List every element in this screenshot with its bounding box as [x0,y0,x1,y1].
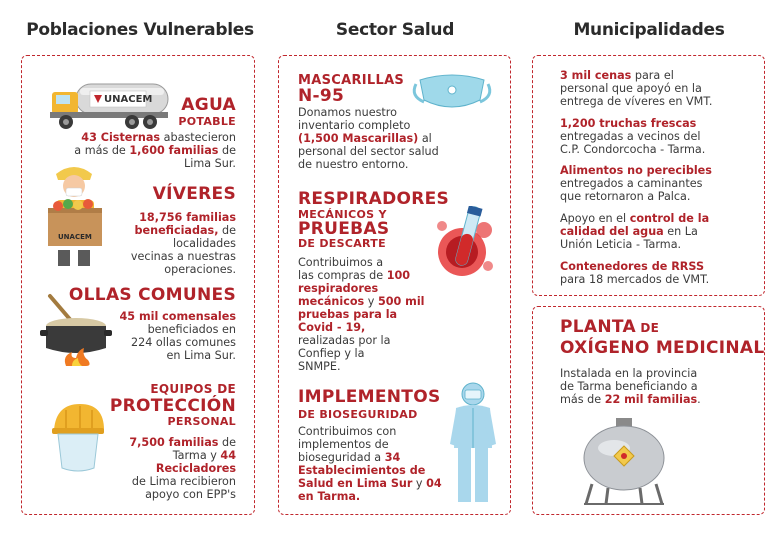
column-title-municipalidades: Municipalidades [573,20,725,40]
implementos-34: 34 [384,451,401,464]
viveres-title: VÍVERES [152,184,236,204]
agua-cisternas: 43 Cisternas [81,131,161,144]
contenedores-highlight: Contenedores de RRSS [560,260,705,273]
respiradores-pruebas: 500 mil [377,295,425,308]
equipos-familias: 7,500 familias [129,436,219,449]
column-title-salud: Sector Salud [335,20,455,40]
apoyo-highlight: control de la [629,212,710,225]
equipos-recicladores: Recicladores [155,462,236,475]
alimentos-text: Alimentos no perecibles entregados a caminantes que retornaron a Palca. [560,164,760,203]
alimentos-highlight: Alimentos no perecibles [560,164,712,177]
column-title-poblaciones: Poblaciones Vulnerables [26,20,254,40]
viveres-familias: 18,756 familias [139,211,236,224]
viveres-text: 18,756 familias beneficiadas, de localidades vecinas a nuestras operaciones. [100,211,236,276]
mascarillas-text: Donamos nuestro inventario completo (1,500 Mascarillas) al personal del sector salud de nuestro entorno. [298,106,439,171]
respiradores-cien: 100 [386,269,411,282]
mascarillas-title-2: N-95 [298,86,345,106]
implementos-title-1: IMPLEMENTOS [298,387,441,407]
respiradores-title-1: RESPIRADORES [298,189,450,209]
box-brand-label: UNACEM [58,233,92,241]
ollas-text: 45 mil comensales beneficiados en 224 ollas comunes en Lima Sur. [110,310,236,362]
equipos-title-2: PROTECCIÓN [109,396,236,416]
respiradores-title-3: PRUEBAS [298,219,390,239]
respiradores-title-2: MECÁNICOS Y [298,208,387,221]
agua-title: AGUA [181,95,236,115]
truchas-text: 1,200 truchas frescas entregadas a vecinos del C.P. Condorcocha - Tarma. [560,117,760,156]
cenas-highlight: 3 mil cenas [560,69,632,82]
contenedores-text: Contenedores de RRSS para 18 mercados de VMT. [560,260,760,286]
respiradores-text: Contribuimos a las compras de 100 respiradores mecánicos y 500 mil pruebas para la Covid - 19, realizadas por la Confiep y la SNMPE. [298,256,425,373]
planta-text: Instalada en la provincia de Tarma beneficiando a más de 22 mil familias. [560,367,701,406]
planta-title-1: PLANTA DE [560,317,660,337]
truck-brand-label: UNACEM [104,94,153,105]
apoyo-text: Apoyo en el control de la calidad del agua en La Unión Leticia - Tarma. [560,212,710,251]
implementos-title-2: DE BIOSEGURIDAD [298,408,418,421]
equipos-title-1: EQUIPOS DE [150,382,236,396]
ollas-comensales: 45 mil comensales [119,310,236,323]
truchas-highlight: 1,200 truchas frescas [560,117,697,130]
mascarillas-count: (1,500 Mascarillas) [298,132,419,145]
equipos-title-3: PERSONAL [167,415,236,428]
agua-familias: 1,600 familias [129,144,219,157]
equipos-text: 7,500 familias de Tarma y 44 Recicladores de Lima recibieron apoyo con EPP's [90,436,236,501]
ollas-title: OLLAS COMUNES [68,285,236,305]
mascarillas-title-1: MASCARILLAS [298,73,405,88]
agua-text: 43 Cisternas abastecieron a más de 1,600 familias de Lima Sur. [74,131,236,170]
cenas-text: 3 mil cenas para el personal que apoyó en la entrega de víveres en VMT. [560,69,713,108]
cooking-pot-icon [40,292,114,368]
implementos-text: Contribuimos con implementos de bioseguridad a 34 Establecimientos de Salud en Lima Sur y 04 en Tarma. [298,425,442,503]
agua-subtitle: POTABLE [178,115,236,128]
planta-title-2: OXÍGENO MEDICINAL [560,338,765,358]
respiradores-title-4: DE DESCARTE [298,237,386,250]
planta-familias: 22 mil familias [604,393,698,406]
oxygen-tank-icon [578,418,670,506]
